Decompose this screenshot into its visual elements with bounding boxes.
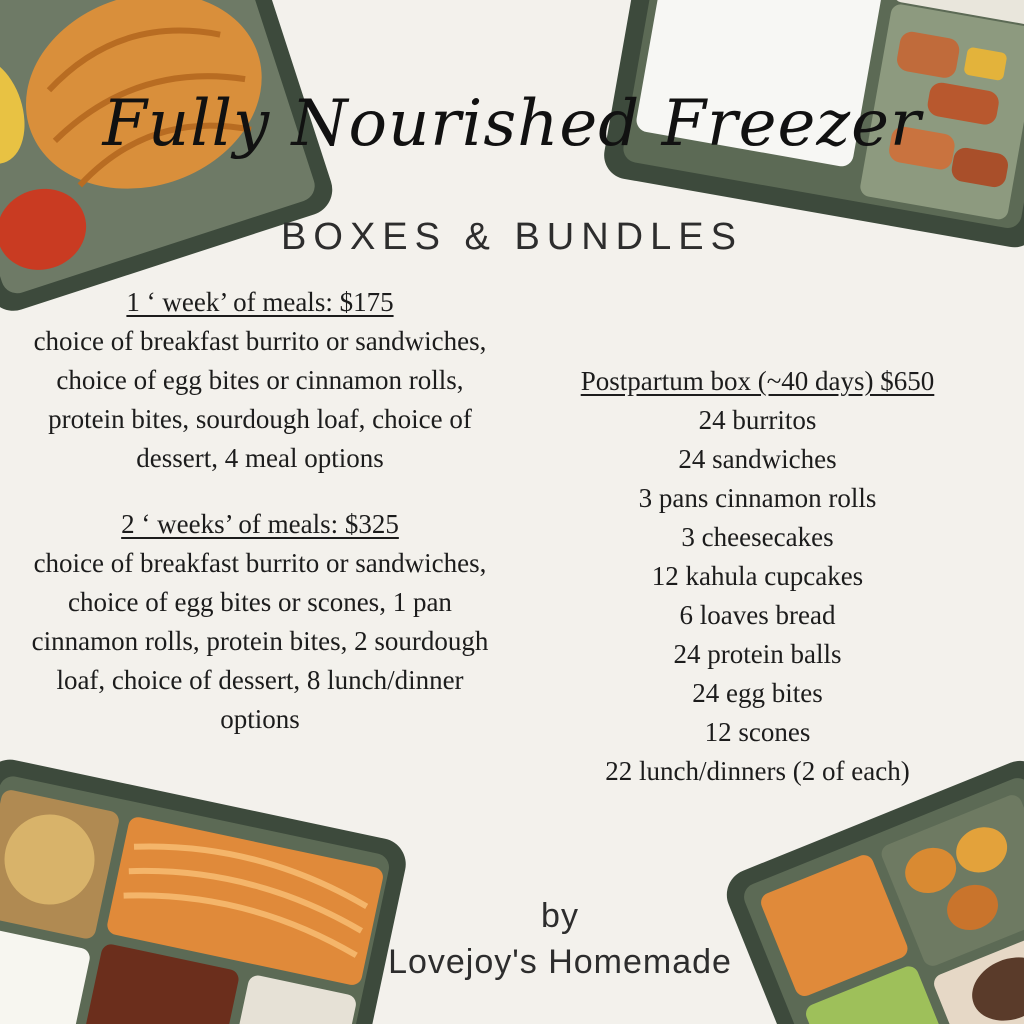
postpartum-item: 12 kahula cupcakes (651, 561, 864, 591)
page-subtitle: BOXES & BUNDLES (281, 216, 743, 258)
two-weeks-description: choice of breakfast burrito or sandwiches, choice of egg bites or scones, 1 pan cinnamon rolls, protein bites, 2 sourdough loaf, choice of dessert, 8 lunch/dinner options (31, 548, 489, 734)
postpartum-item: 3 pans cinnamon rolls (638, 483, 877, 513)
one-week-description: choice of breakfast burrito or sandwiches, choice of egg bites or cinnamon rolls, protein bites, sourdough loaf, choice of dessert, 4 meal options (33, 326, 487, 473)
left-column (25, 283, 495, 739)
meal-tray-dumplings-salad-illustration (740, 780, 1024, 1024)
meal-tray-noodles-meat-illustration (0, 790, 390, 1024)
postpartum-item: 6 loaves bread (679, 600, 836, 630)
postpartum-item: 24 burritos (698, 405, 817, 435)
postpartum-item: 24 egg bites (692, 678, 823, 708)
postpartum-item: 22 lunch/dinners (2 of each) (605, 756, 910, 786)
byline (350, 893, 770, 985)
postpartum-item: 24 sandwiches (678, 444, 837, 474)
postpartum-package (520, 362, 995, 791)
one-week-heading: 1 ‘ week’ of meals: $175 (126, 287, 394, 317)
postpartum-item: 24 protein balls (673, 639, 842, 669)
two-weeks-heading: 2 ‘ weeks’ of meals: $325 (121, 509, 399, 539)
postpartum-heading: Postpartum box (~40 days) $650 (580, 366, 935, 396)
two-weeks-package (25, 505, 495, 739)
postpartum-item: 12 scones (704, 717, 811, 747)
one-week-package (25, 283, 495, 478)
byline-name: Lovejoy's Homemade (388, 943, 732, 981)
postpartum-item: 3 cheesecakes (681, 522, 834, 552)
page-title: Fully Nourished Freezer (102, 87, 922, 161)
byline-by: by (541, 897, 579, 935)
